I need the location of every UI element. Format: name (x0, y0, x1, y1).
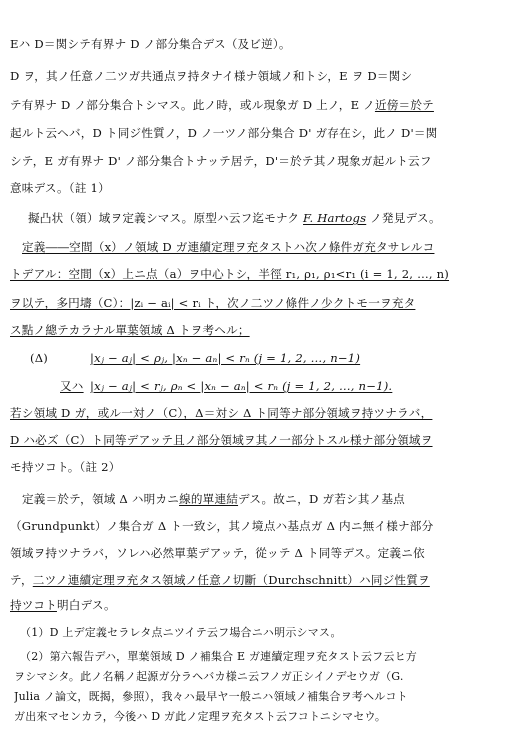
text-span: デス。故ニ，D ガ若シ其ノ基点 (238, 492, 405, 506)
underlined-term: 持ツコト (10, 598, 57, 612)
text-line (22, 239, 506, 255)
definition-text: ――空間（x）ノ領域 D ガ連續定理ヲ充タストハ次ノ條件ガ充タサレルコ (45, 240, 435, 254)
condition-formula: |xⱼ − aⱼ| < ρⱼ, |xₙ − aₙ| < rₙ (j = 1, 2, …, n−1) (90, 351, 361, 365)
underlined-term: 二ツノ連續定理ヲ充タス領域ノ任意ノ切斷（Durchschnitt）ハ同ジ性質ヲ (32, 573, 430, 587)
text-line (22, 491, 506, 507)
or-label: 又ハ (60, 379, 84, 393)
footnote-line: （1）D 上デ定義セラレタ点ニツイテ云フ場合ニハ明示シマス。 (20, 626, 342, 639)
footnote-line: ガ出來マセンカラ，今後ハ D ガ此ノ定理ヲ充タスト云フコトニシマセウ。 (14, 710, 387, 723)
text-span: テ， (10, 573, 33, 587)
text-line: Eハ D＝関シテ有界ナ D ノ部分集合デス（及ビ逆）。 (10, 37, 291, 51)
text-span: ノ発見デス。 (366, 211, 441, 225)
text-line (10, 597, 506, 613)
text-line: ヲ以テ，多円壔（C）：|zᵢ − aᵢ| < rᵢ ト，次ノ二ツノ條件ノ少クトモ一ヲ充タ (10, 296, 416, 310)
text-span: 明白デス。 (56, 598, 116, 612)
text-line: シテ，E ガ有界ナ D' ノ部分集合トナッテ居テ，D'＝於テ其ノ現象ガ起ルト云フ (10, 154, 432, 168)
text-line (10, 572, 506, 588)
text-span: 定義＝於テ，領域 Δ ハ明カニ (22, 492, 180, 506)
underlined-author-name: F. Hartogs (303, 211, 367, 225)
text-line: トデアル：空間（x）上ニ点（a）ヲ中心トシ，半徑 r₁, ρ₁, ρ₁<r₁ (i = 1, 2, …, n) (10, 267, 450, 281)
text-line: 起ルト云ヘバ，D ト同ジ性質ノ，D ノ一ツノ部分集合 D' ガ存在シ，此ノ D'＝関 (10, 126, 438, 140)
text-line (28, 210, 506, 226)
footnote-line: Julia ノ論文，既揭，參照），我々ハ最早ヤ一般ニハ領域ノ補集合ヲ考ヘルコト (14, 690, 408, 703)
text-span: テ有界ナ D ノ部分集合トシマス。此ノ時，或ル現象ガ D 上ノ，E ノ (10, 98, 375, 112)
underlined-term: 近傍＝於テ (374, 98, 434, 112)
text-line: （Grundpunkt）ノ集合ガ Δ ト一致シ，其ノ境点ハ基点ガ Δ 内ニ無イ様ナ部分 (10, 519, 434, 533)
condition-line (30, 350, 506, 366)
text-line: 意味デス。（註 1） (10, 181, 110, 195)
text-line: モ持ツコト。（註 2） (10, 460, 121, 474)
text-line: 若シ領域 D ガ，或ル一対ノ（C），Δ＝対シ Δ ト同等ナ部分領域ヲ持ツナラバ， (10, 406, 433, 420)
definition-label: 定義 (22, 240, 46, 254)
underlined-term: 線的單連結 (179, 492, 239, 506)
text-line: D ハ必ズ（C）ト同等デアッテ且ノ部分領域ヲ其ノ一部分トスル様ナ部分領域ヲ (10, 433, 433, 447)
footnote-line: ヲシマシタ。此ノ名稱ノ起源ガ分ラヘバカ様ニ云フノガ正シイノデセウガ（G. (14, 670, 404, 683)
condition-line (60, 378, 506, 394)
text-line (10, 97, 506, 113)
condition-formula: |xⱼ − aⱼ| < rⱼ, ρₙ < |xₙ − aₙ| < rₙ (j = 1, 2, …, n−1). (90, 379, 393, 393)
text-span: 擬凸状（領）域ヲ定義シマス。原型ハ云フ迄モナク (28, 211, 304, 225)
text-line: 領域ヲ持ツナラバ，ソレハ必然單葉デアッテ，從ッテ Δ ト同等デス。定義ニ依 (10, 546, 425, 560)
text-line: D ヲ，其ノ任意ノ二ツガ共通点ヲ持タナイ様ナ領域ノ和トシ，E ヲ D＝関シ (10, 69, 413, 83)
text-line: ス點ノ總テカラナル單葉領域 Δ トヲ考ヘル； (10, 323, 250, 337)
condition-label: (Δ) (30, 351, 49, 365)
footnote-line: （2）第六報告デハ，單葉領域 D ノ補集合 E ガ連續定理ヲ充タスト云フ云ヒ方 (20, 650, 417, 663)
